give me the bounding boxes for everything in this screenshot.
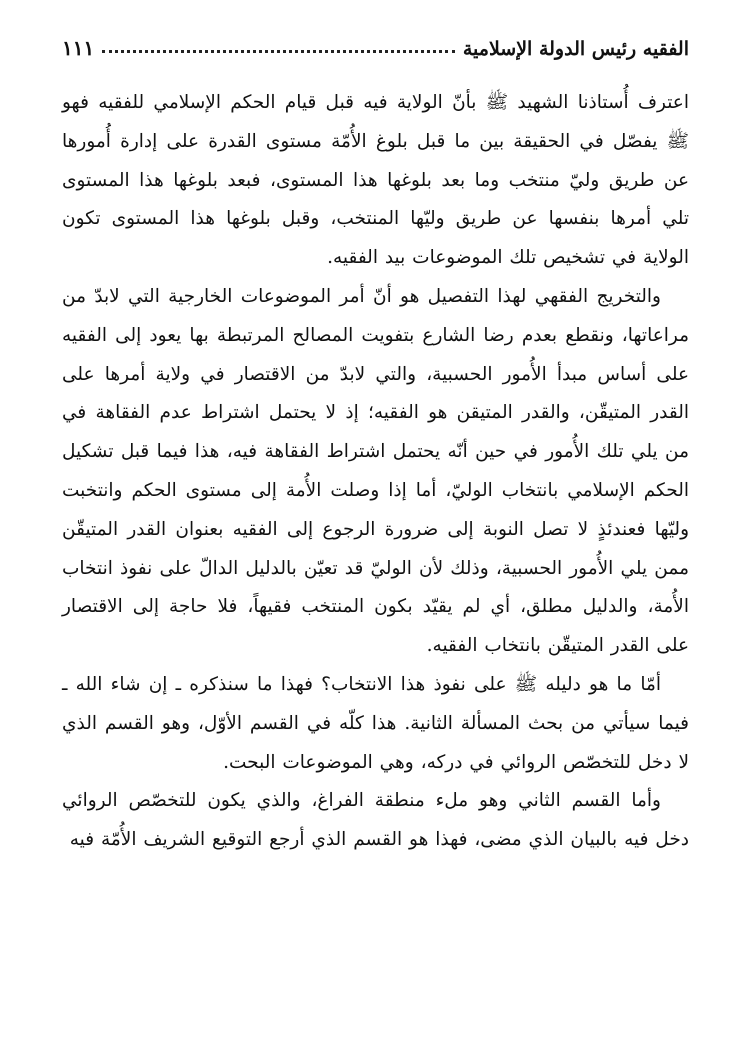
header-leader-dots [102,50,455,53]
paragraph: أمّا ما هو دليله ﷺ على نفوذ هذا الانتخاب؟ فهذا ما سنذكره ـ إن شاء الله ـ فيما سيأتي من بحث المسألة الثانية. هذا كلّه في القسم الأوّل، وهو القسم الذي لا دخل للتخصّص الروائي في دركه، وهي الموضوعات البحت. [62,673,689,773]
paragraph: اعترف أُستاذنا الشهيد ﷺ بأنّ الولاية فيه قبل قيام الحكم الإسلامي للفقيه فهو ﷺ يفصّل في الحقيقة بين ما قبل بلوغ الأُمّة مستوى القدرة على إدارة أُمورها عن طريق وليّ منتخب وما بعد بلوغها هذا المستوى، فبعد بلوغها هذا المستوى تلي أمرها بنفسها عن طريق وليّها المنتخب، وقبل بلوغها هذا المستوى تكون الولاية في تشخيص تلك الموضوعات بيد الفقيه. [62,92,689,269]
page-number: ١١١ [62,36,95,60]
paragraph: والتخريج الفقهي لهذا التفصيل هو أنّ أمر الموضوعات الخارجية التي لابدّ من مراعاتها، ونقطع بعدم رضا الشارع بتفويت المصالح المرتبطة بها يعود إلى الفقيه على أساس مبدأ الأُمور الحسبية، والتي لابدّ من الاقتصار في ولاية أمرها على القدر المتيقّن، والقدر المتيقن هو الفقيه؛ إذ لا يحتمل اشتراط عدم الفقاهة في من يلي تلك الأُمور في حين أنّه يحتمل اشتراط الفقاهة فيه، هذا فيما قبل تشكيل الحكم الإسلامي بانتخاب الوليّ، أما إذا وصلت الأُمة إلى مستوى الحكم وانتخبت وليّها فعندئذٍ لا تصل النوبة إلى ضرورة الرجوع إلى الفقيه بعنوان القدر المتيقّن ممن يلي الأُمور الحسبية، وذلك لأن الوليّ قد تعيّن بالدليل الدالّ على نفوذ انتخاب الأُمة، والدليل مطلق، أي لم يقيّد بكون المنتخب فقيهاً، فلا حاجة إلى الاقتصار على القدر المتيقّن بانتخاب الفقيه. [62,285,689,657]
body-text [62,84,689,860]
running-title: الفقيه رئيس الدولة الإسلامية [462,38,689,60]
running-header [62,30,689,60]
paragraph: وأما القسم الثاني وهو ملء منطقة الفراغ، والذي يكون للتخصّص الروائي دخل فيه بالبيان الذي مضى، فهذا هو القسم الذي أرجع التوقيع الشريف الأُمّة فيه [62,790,689,851]
